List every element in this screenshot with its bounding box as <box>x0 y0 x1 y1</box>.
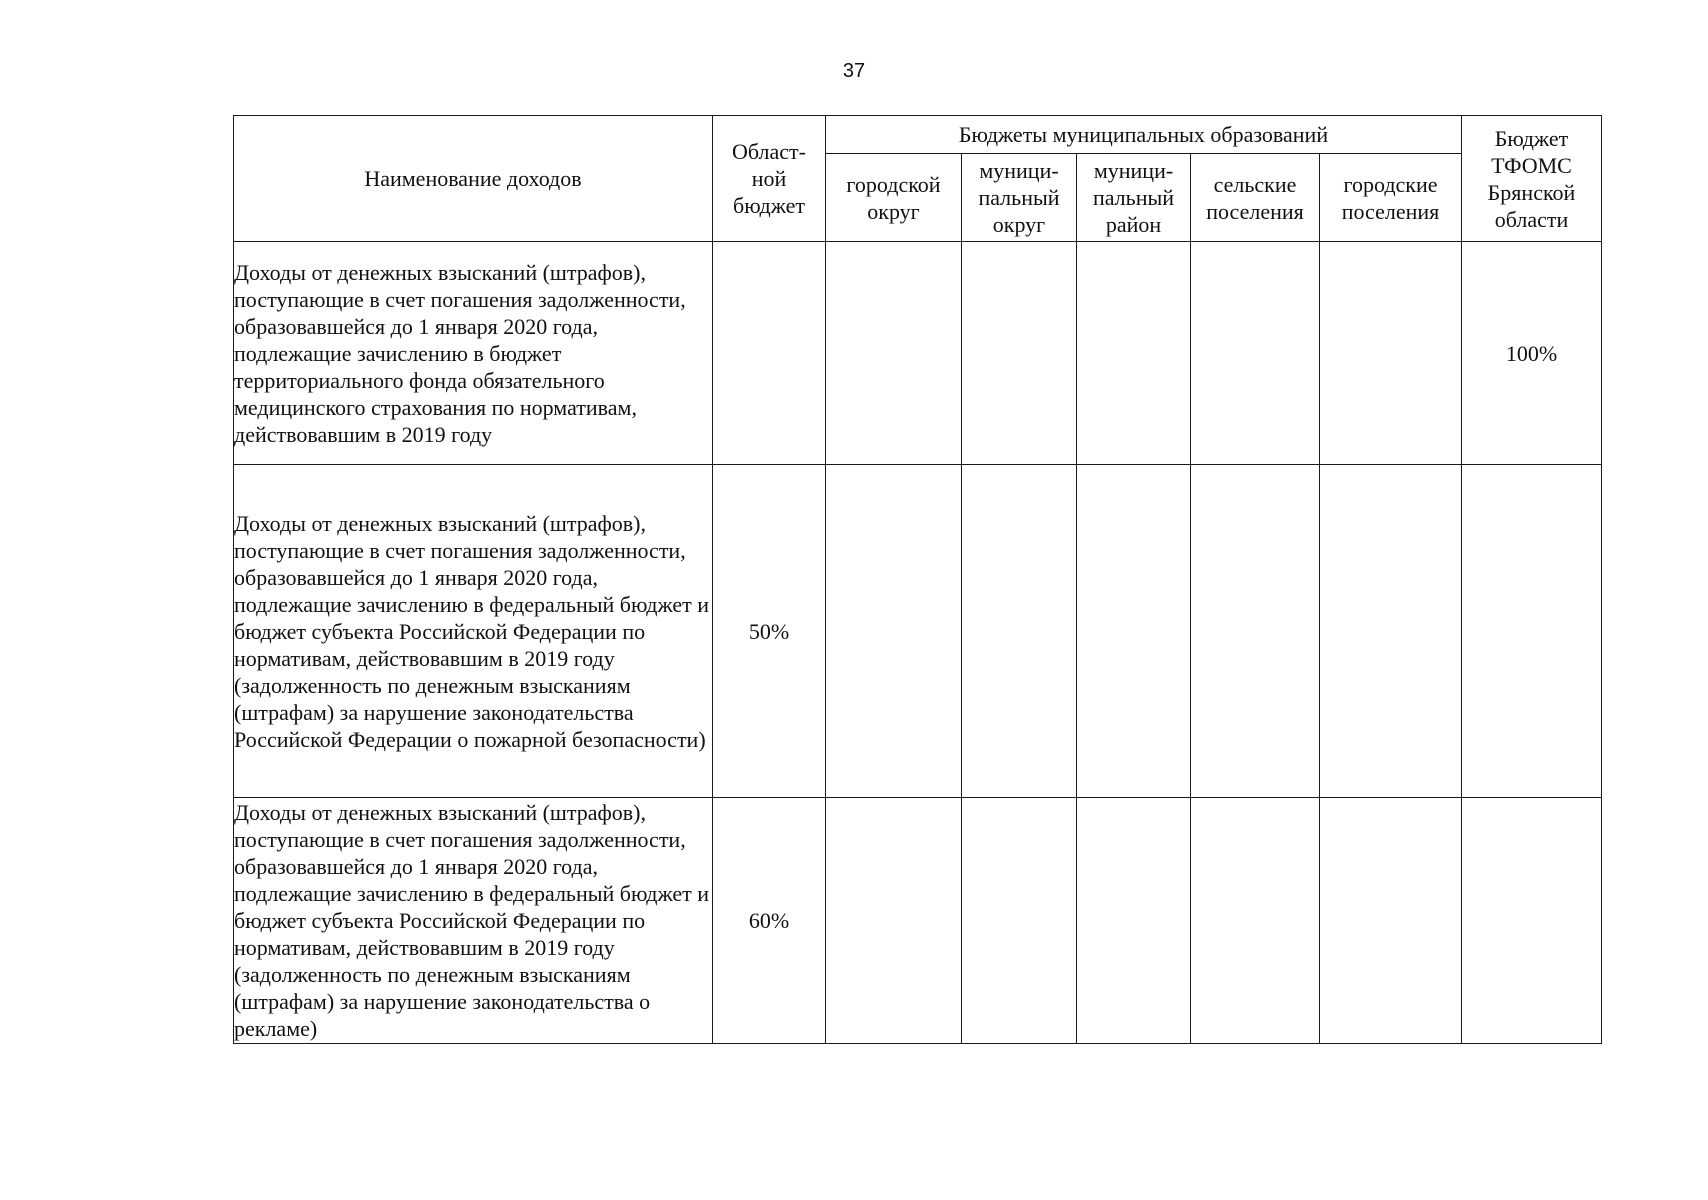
header-urban-settlements-label: городские поселения <box>1341 171 1440 224</box>
table-row <box>234 798 1602 1044</box>
tfoms-budget-cell <box>1462 798 1602 1044</box>
municipal-okrug-cell <box>962 798 1077 1044</box>
header-urban-settlements <box>1320 154 1462 242</box>
header-municipal-okrug <box>962 154 1077 242</box>
header-rural-settlements-label: сельские поселения <box>1206 171 1304 224</box>
income-name-cell: Доходы от денежных взысканий (штрафов), поступающие в счет погашения задолженности, образовавшейся до 1 января 2020 года, подлежащие зачислению в федеральный бюджет и бюджет субъекта Российской Федерации по нормативам, действовавшим в 2019 году (задолженность по денежным взысканиям (штрафам) за нарушение законодательства Российской Федерации о пожарной безопасности) <box>234 465 713 798</box>
header-city-district-label: городской округ <box>846 171 941 224</box>
municipal-rayon-cell <box>1077 242 1191 465</box>
regional-budget-cell: 60% <box>713 798 826 1044</box>
page-number: 37 <box>842 60 866 82</box>
city-district-cell <box>826 465 962 798</box>
urban-settlements-cell <box>1320 798 1462 1044</box>
header-regional-budget-label: Област- ной бюджет <box>732 139 806 218</box>
income-name-cell: Доходы от денежных взысканий (штрафов), поступающие в счет погашения задолженности, образовавшейся до 1 января 2020 года, подлежащие зачислению в федеральный бюджет и бюджет субъекта Российской Федерации по нормативам, действовавшим в 2019 году (задолженность по денежным взысканиям (штрафам) за нарушение законодательства о рекламе) <box>234 798 713 1044</box>
income-name-cell: Доходы от денежных взысканий (штрафов), поступающие в счет погашения задолженности, образовавшейся до 1 января 2020 года, подлежащие зачислению в бюджет территориального фонда обязательного медицинского страхования по нормативам, действовавшим в 2019 году <box>234 242 713 465</box>
header-municipal-rayon-label: муници- пальный район <box>1092 158 1175 237</box>
urban-settlements-cell <box>1320 242 1462 465</box>
header-rural-settlements <box>1191 154 1320 242</box>
regional-budget-cell: 50% <box>713 465 826 798</box>
municipal-okrug-cell <box>962 242 1077 465</box>
city-district-cell <box>826 242 962 465</box>
regional-budget-cell <box>713 242 826 465</box>
header-tfoms-budget-label: Бюджет ТФОМС Брянской области <box>1487 125 1576 232</box>
header-regional-budget <box>713 116 826 242</box>
table-row <box>234 242 1602 465</box>
header-municipal-okrug-label: муници- пальный округ <box>978 158 1060 237</box>
municipal-rayon-cell <box>1077 465 1191 798</box>
header-city-district <box>826 154 962 242</box>
tfoms-budget-cell <box>1462 465 1602 798</box>
header-tfoms-budget <box>1462 116 1602 242</box>
rural-settlements-cell <box>1191 242 1320 465</box>
table-row <box>234 465 1602 798</box>
tfoms-budget-cell: 100% <box>1462 242 1602 465</box>
urban-settlements-cell <box>1320 465 1462 798</box>
municipal-okrug-cell <box>962 465 1077 798</box>
income-distribution-table <box>233 115 1602 1044</box>
header-municipal-rayon <box>1077 154 1191 242</box>
header-municipal-group: Бюджеты муниципальных образований <box>826 116 1462 154</box>
municipal-rayon-cell <box>1077 798 1191 1044</box>
rural-settlements-cell <box>1191 465 1320 798</box>
header-income-name: Наименование доходов <box>234 116 713 242</box>
rural-settlements-cell <box>1191 798 1320 1044</box>
city-district-cell <box>826 798 962 1044</box>
